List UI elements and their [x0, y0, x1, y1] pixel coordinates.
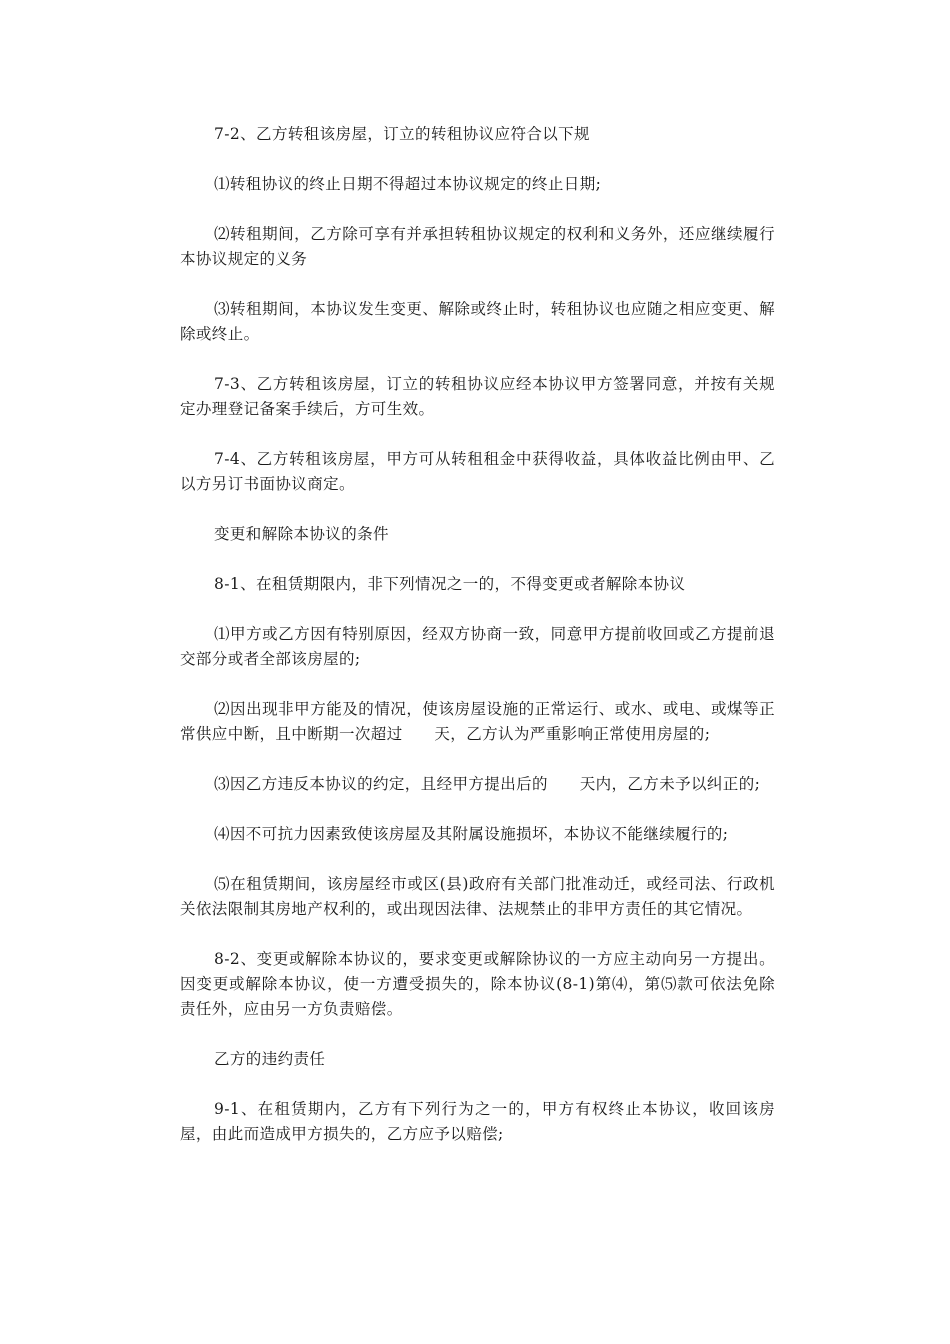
- paragraph-8-2: 8-2、变更或解除本协议的，要求变更或解除协议的一方应主动向另一方提出。因变更或解除本协议，使一方遭受损失的，除本协议(8-1)第⑷，第⑸款可依法免除责任外，应由另一方负责赔偿。: [180, 950, 775, 1018]
- section-heading-tenant-liability: 乙方的违约责任: [214, 1050, 326, 1068]
- paragraph-8-1-item-5: ⑸在租赁期间，该房屋经市或区(县)政府有关部门批准动迁，或经司法、行政机关依法限制其房地产权利的，或出现因法律、法规禁止的非甲方责任的其它情况。: [180, 875, 775, 918]
- paragraph-8-1-item-3: ⑶因乙方违反本协议的约定，且经甲方提出后的 天内，乙方未予以纠正的;: [214, 775, 761, 793]
- paragraph-7-2-item-1: ⑴转租协议的终止日期不得超过本协议规定的终止日期;: [214, 175, 602, 193]
- paragraph-7-3: 7-3、乙方转租该房屋，订立的转租协议应经本协议甲方签署同意，并按有关规定办理登记备案手续后，方可生效。: [180, 375, 775, 418]
- section-heading-change-termination: 变更和解除本协议的条件: [214, 525, 389, 543]
- paragraph-8-1: 8-1、在租赁期限内，非下列情况之一的，不得变更或者解除本协议: [214, 575, 686, 593]
- paragraph-8-1-item-1: ⑴甲方或乙方因有特别原因，经双方协商一致，同意甲方提前收回或乙方提前退交部分或者全部该房屋的;: [180, 625, 775, 668]
- paragraph-8-1-item-2: ⑵因出现非甲方能及的情况，使该房屋设施的正常运行、或水、或电、或煤等正常供应中断，且中断期一次超过 天，乙方认为严重影响正常使用房屋的;: [180, 700, 775, 743]
- paragraph-9-1: 9-1、在租赁期内，乙方有下列行为之一的，甲方有权终止本协议，收回该房屋，由此而造成甲方损失的，乙方应予以赔偿;: [180, 1100, 775, 1143]
- paragraph-7-2: 7-2、乙方转租该房屋，订立的转租协议应符合以下规: [214, 125, 590, 143]
- paragraph-7-2-item-2: ⑵转租期间，乙方除可享有并承担转租协议规定的权利和义务外，还应继续履行本协议规定的义务: [180, 225, 775, 268]
- paragraph-7-2-item-3: ⑶转租期间，本协议发生变更、解除或终止时，转租协议也应随之相应变更、解除或终止。: [180, 300, 775, 343]
- paragraph-7-4: 7-4、乙方转租该房屋，甲方可从转租租金中获得收益，具体收益比例由甲、乙以方另订书面协议商定。: [180, 450, 775, 493]
- paragraph-8-1-item-4: ⑷因不可抗力因素致使该房屋及其附属设施损坏，本协议不能继续履行的;: [214, 825, 729, 843]
